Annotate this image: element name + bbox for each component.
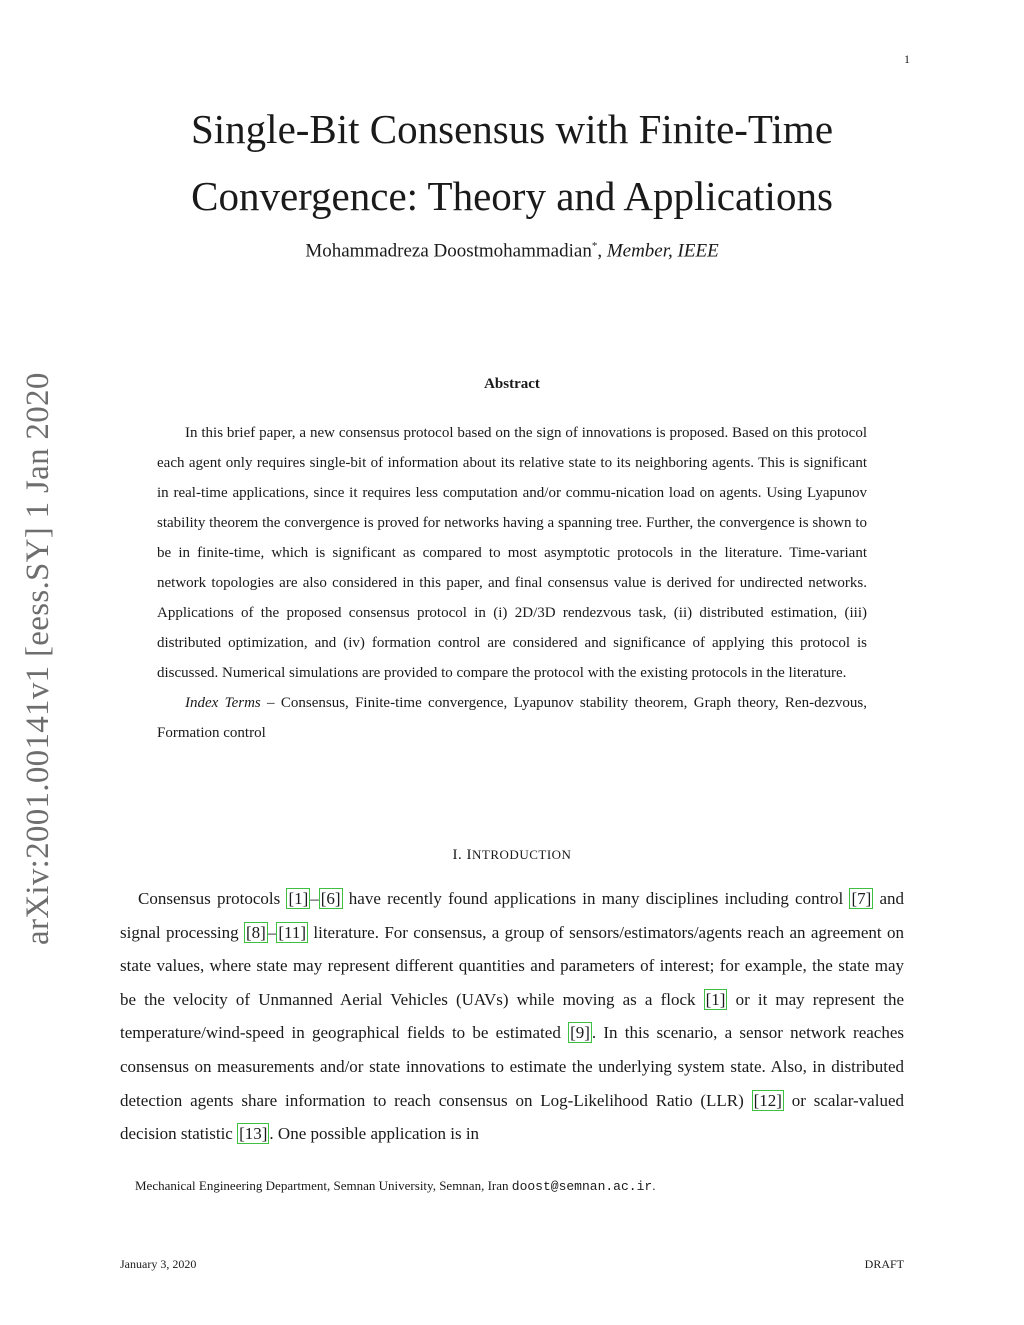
citation-link[interactable]: [12] [753,1090,782,1110]
author-mark: * [591,240,598,252]
section-heading [120,847,904,864]
citation-link[interactable]: [7] [851,889,872,908]
footnote-text: Mechanical Engineering Department, Semnan University, Semnan, Iran [135,1178,512,1193]
citation-link[interactable]: [6] [320,889,341,908]
arxiv-identifier-stamp: arXiv:2001.00141v1 [eess.SY] 1 Jan 2020 [20,372,56,945]
section-title-initial: I [466,847,473,863]
affiliation-footnote [135,1178,904,1194]
intro-text: have recently found applications in many disciplines including control [342,889,850,908]
citation-link[interactable]: [13] [239,1124,268,1144]
section-number: I. [452,847,467,863]
intro-text: . One possible application is in [269,1124,480,1144]
author-line: Mohammadreza Doostmohammadian*, Member, IEEE [305,240,719,262]
introduction-paragraph [120,882,904,1151]
intro-text: – [310,889,319,908]
footnote-end: . [652,1178,656,1193]
author-role: Member, IEEE [606,240,719,262]
citation-link[interactable]: [8] [246,922,266,942]
title-line-1: Single-Bit Consensus with Finite-Time [190,106,834,152]
intro-text: or scalar-valued decision statistic [120,1090,905,1144]
author-name: Mohammadreza Doostmohammadian [305,240,592,262]
author-email-link[interactable]: doost@semnan.ac.ir [511,1179,653,1194]
abstract-body [157,418,867,748]
intro-text: . In this scenario, a sensor network reaches consensus on measurements and/or state innovations to estimate the underlying system state. Also, in distributed detection agents share information to reach consensus on Log-Likelihood Ratio (LLR) [120,1023,904,1110]
citation-link[interactable]: [1] [288,889,309,908]
citation-link[interactable]: [9] [570,1023,590,1043]
footer-date: January 3, 2020 [120,1257,197,1271]
footer-draft-label: DRAFT [864,1257,904,1271]
intro-text: literature. For consensus, a group of sensors/estimators/agents reach an agreement on state values, where state may represent different quantities and parameters of interest; for example, the state may be the velocity of Unmanned Aerial Vehicles (UAVs) while moving as a flock [120,922,904,1009]
abstract-text: In this brief paper, a new consensus protocol based on the sign of innovations is proposed. Based on this protocol each agent only requires single-bit of information about its relative state to its neighboring agents. This is significant in real-time applications, since it requires less computation and/or commu-nication load on agents. Using Lyapunov stability theorem the convergence is proved for networks having a spanning tree. Further, the convergence is shown to be in finite-time, which is significant as compared to most asymptotic protocols in the literature. Time-variant network topologies are also considered in this paper, and final consensus value is derived for undirected networks. Applications of the proposed consensus protocol in (i) 2D/3D rendezvous task, (ii) distributed estimation, (iii) distributed optimization, and (iv) formation control are considered and significance of applying this protocol is discussed. Numerical simulations are provided to compare the protocol with the existing protocols in the literature. [157,425,867,681]
citation-link[interactable]: [11] [278,922,307,942]
index-terms [157,688,867,748]
index-terms-label: Index Terms [185,695,261,711]
intro-text: and signal processing [120,889,905,942]
intro-text: – [267,922,277,942]
section-title-rest: NTRODUCTION [472,847,572,862]
citation-link[interactable]: [1] [705,989,726,1009]
intro-text: Consensus protocols [138,889,287,908]
abstract-heading: Abstract [484,376,540,392]
index-terms-text: – Consensus, Finite-time convergence, Lyapunov stability theorem, Graph theory, Ren-dezvous, Formation control [157,695,867,741]
intro-text: or it may represent the temperature/wind-speed in geographical fields to be estimated [120,989,904,1043]
paper-title [120,96,904,230]
page-number: 1 [904,52,910,66]
title-line-2: Convergence: Theory and Applications [191,173,833,219]
